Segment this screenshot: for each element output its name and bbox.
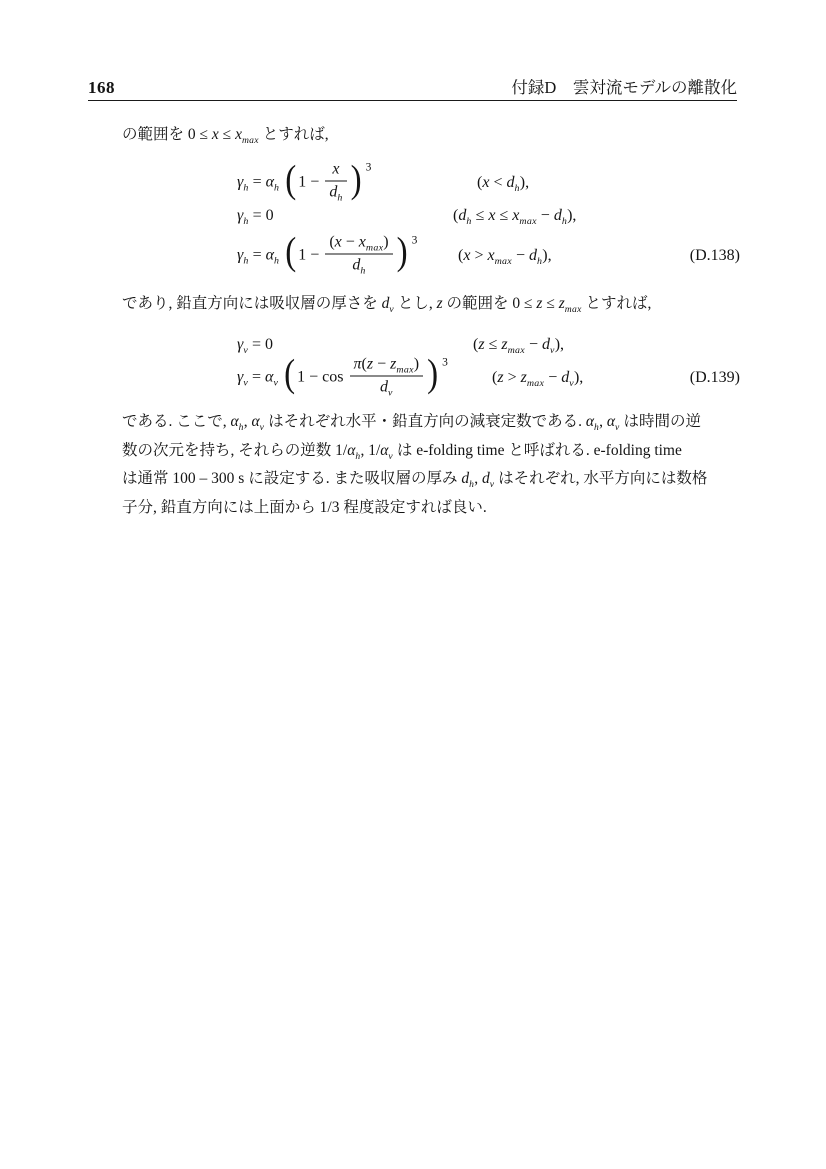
math-token: d [461, 470, 470, 487]
math-token: x [482, 174, 490, 191]
text-token: 1 − [298, 246, 324, 264]
text-token: 1/3 [319, 498, 340, 516]
text-token: と呼ばれる. [504, 441, 594, 459]
math-token: α [265, 246, 275, 264]
page-header [88, 77, 737, 99]
text-token: , [474, 470, 482, 487]
math-token: z [558, 295, 565, 312]
text-token: = [248, 368, 266, 386]
text-token: である. ここで, [122, 413, 231, 430]
text-token: 程度設定すれば良い. [339, 498, 487, 516]
math-token: α [230, 413, 239, 430]
equation-d139-line-2 [0, 354, 826, 401]
equation-d138-line-1 [0, 160, 826, 206]
text-token: − [341, 233, 359, 250]
text-token: ), [573, 368, 584, 386]
math-token: z [520, 368, 527, 386]
math-token: z [497, 368, 504, 386]
text-token: ), [567, 207, 577, 224]
equation-lhs [237, 158, 372, 205]
text-token: の範囲を [122, 126, 188, 143]
text-token: ) [413, 355, 420, 372]
right-paren: ) [396, 231, 408, 274]
equation-condition [477, 173, 529, 193]
text-token: ≤ [471, 207, 489, 224]
math-token: d [352, 256, 361, 273]
subscript-token: max [494, 255, 512, 267]
subscript-token: h [243, 255, 249, 267]
math-token: α [265, 368, 274, 386]
fraction [325, 232, 392, 275]
text-token: − [373, 355, 391, 372]
text-token: − [536, 207, 554, 224]
math-token: d [561, 368, 570, 386]
subscript-token: v [243, 377, 249, 389]
text-token: − [524, 336, 543, 353]
equation-d138-line-2 [0, 203, 826, 229]
right-paren: ) [427, 353, 439, 396]
text-token: , [599, 413, 607, 430]
math-run [298, 174, 323, 191]
text-token: = 0 [248, 207, 274, 224]
text-token: > [470, 246, 488, 264]
text-token: ), [542, 246, 552, 264]
subscript-token: v [273, 377, 279, 389]
text-token: 数の次元を持ち, それらの逆数 [122, 441, 336, 459]
fraction-denominator [325, 182, 346, 203]
subscript-token: v [615, 422, 620, 434]
math-token: γ [237, 368, 244, 386]
fraction-numerator [350, 354, 424, 376]
subscript-token: v [387, 387, 393, 399]
text-token: はそれぞれ水平・鉛直方向の減衰定数である. [264, 413, 586, 430]
text-token: は [392, 441, 417, 459]
subscript-token: h [469, 479, 475, 491]
subscript-token: h [355, 450, 361, 462]
exponent: 3 [365, 161, 372, 174]
subscript-token: h [360, 265, 366, 277]
text-token: ≤ [218, 126, 236, 143]
text-token: e-folding time [593, 441, 682, 459]
text-token: ) [383, 233, 389, 250]
subscript-token: h [243, 216, 249, 228]
math-token: γ [237, 173, 244, 191]
paragraph-line [122, 290, 747, 318]
text-token: 100 – 300 s [172, 470, 245, 487]
fraction-numerator [325, 160, 346, 182]
math-token: d [529, 246, 538, 264]
fraction [325, 160, 346, 203]
equation-lhs [237, 353, 448, 399]
exponent: 3 [442, 356, 448, 369]
text-token [278, 368, 282, 385]
math-token: d [553, 207, 562, 224]
math-token: α [585, 413, 594, 430]
text-token: ≤ [542, 295, 559, 312]
text-token: ( [477, 174, 483, 191]
text-token: 0 ≤ [512, 295, 537, 312]
fraction-numerator [325, 232, 392, 254]
text-token: ), [519, 174, 530, 191]
subscript-token: v [489, 479, 495, 491]
math-run [297, 368, 347, 385]
math-token: x [512, 207, 520, 224]
subscript-token: max [564, 304, 582, 316]
math-token: d [481, 470, 490, 487]
subscript-token: max [396, 364, 414, 376]
math-token: z [366, 355, 374, 372]
math-token: d [329, 183, 338, 201]
equation-number-d139: (D.139) [689, 368, 740, 386]
right-paren: ) [350, 158, 362, 202]
equation-lhs [237, 231, 418, 277]
subscript-token: max [507, 345, 525, 357]
math-run [237, 246, 283, 267]
subscript-token: h [594, 422, 600, 434]
text-token: ≤ [495, 207, 513, 224]
subscript-token: h [238, 422, 244, 434]
text-token: とし, [393, 295, 437, 312]
math-token: γ [237, 207, 244, 224]
text-token: ), [554, 336, 565, 353]
math-run [237, 368, 282, 389]
math-token: α [265, 173, 275, 191]
subscript-token: v [259, 422, 265, 434]
left-paren: ( [285, 158, 297, 202]
text-token: の範囲を [442, 295, 513, 312]
subscript-token: h [337, 192, 343, 204]
paragraph-line [122, 465, 747, 494]
paragraph-intro [122, 121, 747, 149]
text-token: − [511, 246, 530, 264]
subscript-token: v [389, 304, 394, 316]
text-token: はそれぞれ, 水平方向には数格 [494, 470, 708, 487]
paragraph-line [122, 437, 747, 466]
text-token: ( [329, 233, 335, 250]
equation-number-d138: (D.138) [689, 246, 740, 264]
left-paren: ( [284, 353, 296, 396]
text-token: 0 ≤ [187, 126, 212, 143]
text-token [279, 174, 283, 191]
paragraph-line [122, 494, 747, 523]
math-token: d [379, 378, 388, 395]
exponent: 3 [411, 234, 418, 247]
math-token: d [506, 174, 515, 191]
math-token: γ [237, 246, 244, 264]
text-token: − [544, 368, 562, 386]
header-rule [88, 100, 737, 101]
math-token: x [334, 233, 342, 250]
text-token: , [243, 413, 252, 430]
subscript-token: max [241, 135, 259, 147]
equation-condition [492, 368, 583, 388]
text-token: = [248, 173, 266, 191]
equation-lhs [237, 335, 273, 355]
paragraph-closing [122, 408, 747, 522]
math-token: z [478, 336, 485, 353]
subscript-token: max [526, 377, 545, 389]
left-paren: ( [285, 231, 297, 274]
math-token: x [211, 126, 219, 143]
subscript-token: h [514, 183, 520, 195]
text-token: e-folding time [416, 441, 505, 459]
math-token: γ [237, 336, 244, 353]
math-token: d [381, 295, 390, 312]
math-token: α [251, 413, 260, 430]
running-header-title: 付録D 雲対流モデルの離散化 [511, 78, 737, 97]
paragraph-line [122, 121, 747, 149]
text-token: = 0 [248, 336, 274, 353]
math-run [237, 173, 283, 194]
text-token: 1 − [298, 173, 324, 191]
subscript-token: v [243, 345, 249, 357]
subscript-token: h [243, 182, 249, 194]
math-token: π [353, 355, 362, 372]
math-token: α [606, 413, 615, 430]
text-token: とすれば, [581, 295, 652, 312]
math-run [298, 246, 323, 263]
subscript-token: v [388, 450, 393, 462]
paragraph-line [122, 408, 747, 437]
subscript-token: v [569, 377, 574, 389]
text-token: とすれば, [258, 126, 329, 143]
text-token: は時間の逆 [619, 413, 701, 430]
text-token [279, 246, 283, 263]
subscript-token: max [365, 242, 384, 254]
subscript-token: h [274, 255, 280, 267]
text-token: ( [458, 246, 464, 264]
equation-lhs [237, 206, 274, 226]
subscript-token: h [466, 216, 472, 228]
math-token: z [390, 355, 397, 372]
math-token: d [542, 336, 551, 353]
text-token: 1/ [335, 441, 348, 459]
equation-condition [473, 335, 564, 355]
subscript-token: h [274, 182, 280, 194]
math-token: α [347, 441, 356, 459]
text-token: であり, 鉛直方向には吸収層の厚さを [122, 295, 382, 312]
subscript-token: v [550, 345, 555, 357]
text-token: は通常 [122, 470, 173, 487]
math-token: x [358, 233, 366, 250]
text-token: に設定する. また吸収層の厚み [244, 470, 462, 487]
text-token: ( [473, 336, 479, 353]
math-token: α [380, 441, 389, 459]
text-token: ≤ [484, 336, 502, 353]
math-token: x [332, 160, 340, 178]
subscript-token: max [519, 216, 537, 228]
text-token: ( [361, 355, 367, 372]
text-token: ( [492, 368, 498, 386]
subscript-token: h [537, 255, 543, 267]
paragraph-middle [122, 290, 747, 318]
equation-condition [453, 206, 576, 226]
fraction [350, 354, 424, 397]
math-token: z [501, 336, 508, 353]
math-token: x [235, 126, 242, 143]
fraction-denominator [350, 376, 424, 397]
math-token: d [458, 207, 467, 224]
text-token: > [503, 368, 521, 386]
text-token: , 1/ [360, 441, 381, 459]
math-token: x [488, 207, 496, 224]
text-token: 子分, 鉛直方向には上面から [122, 498, 320, 516]
text-token: < [489, 174, 507, 191]
page-number: 168 [88, 78, 115, 97]
math-token: x [487, 246, 495, 264]
equation-d138-line-3 [0, 232, 826, 279]
equation-condition [458, 246, 552, 266]
text-token: 1 − cos [297, 368, 348, 386]
math-token: z [436, 295, 443, 312]
math-token: z [536, 295, 543, 312]
fraction-denominator [325, 254, 392, 275]
text-token: ( [453, 207, 459, 224]
subscript-token: h [561, 216, 568, 228]
text-token: = [248, 246, 266, 264]
math-token: x [463, 246, 471, 264]
